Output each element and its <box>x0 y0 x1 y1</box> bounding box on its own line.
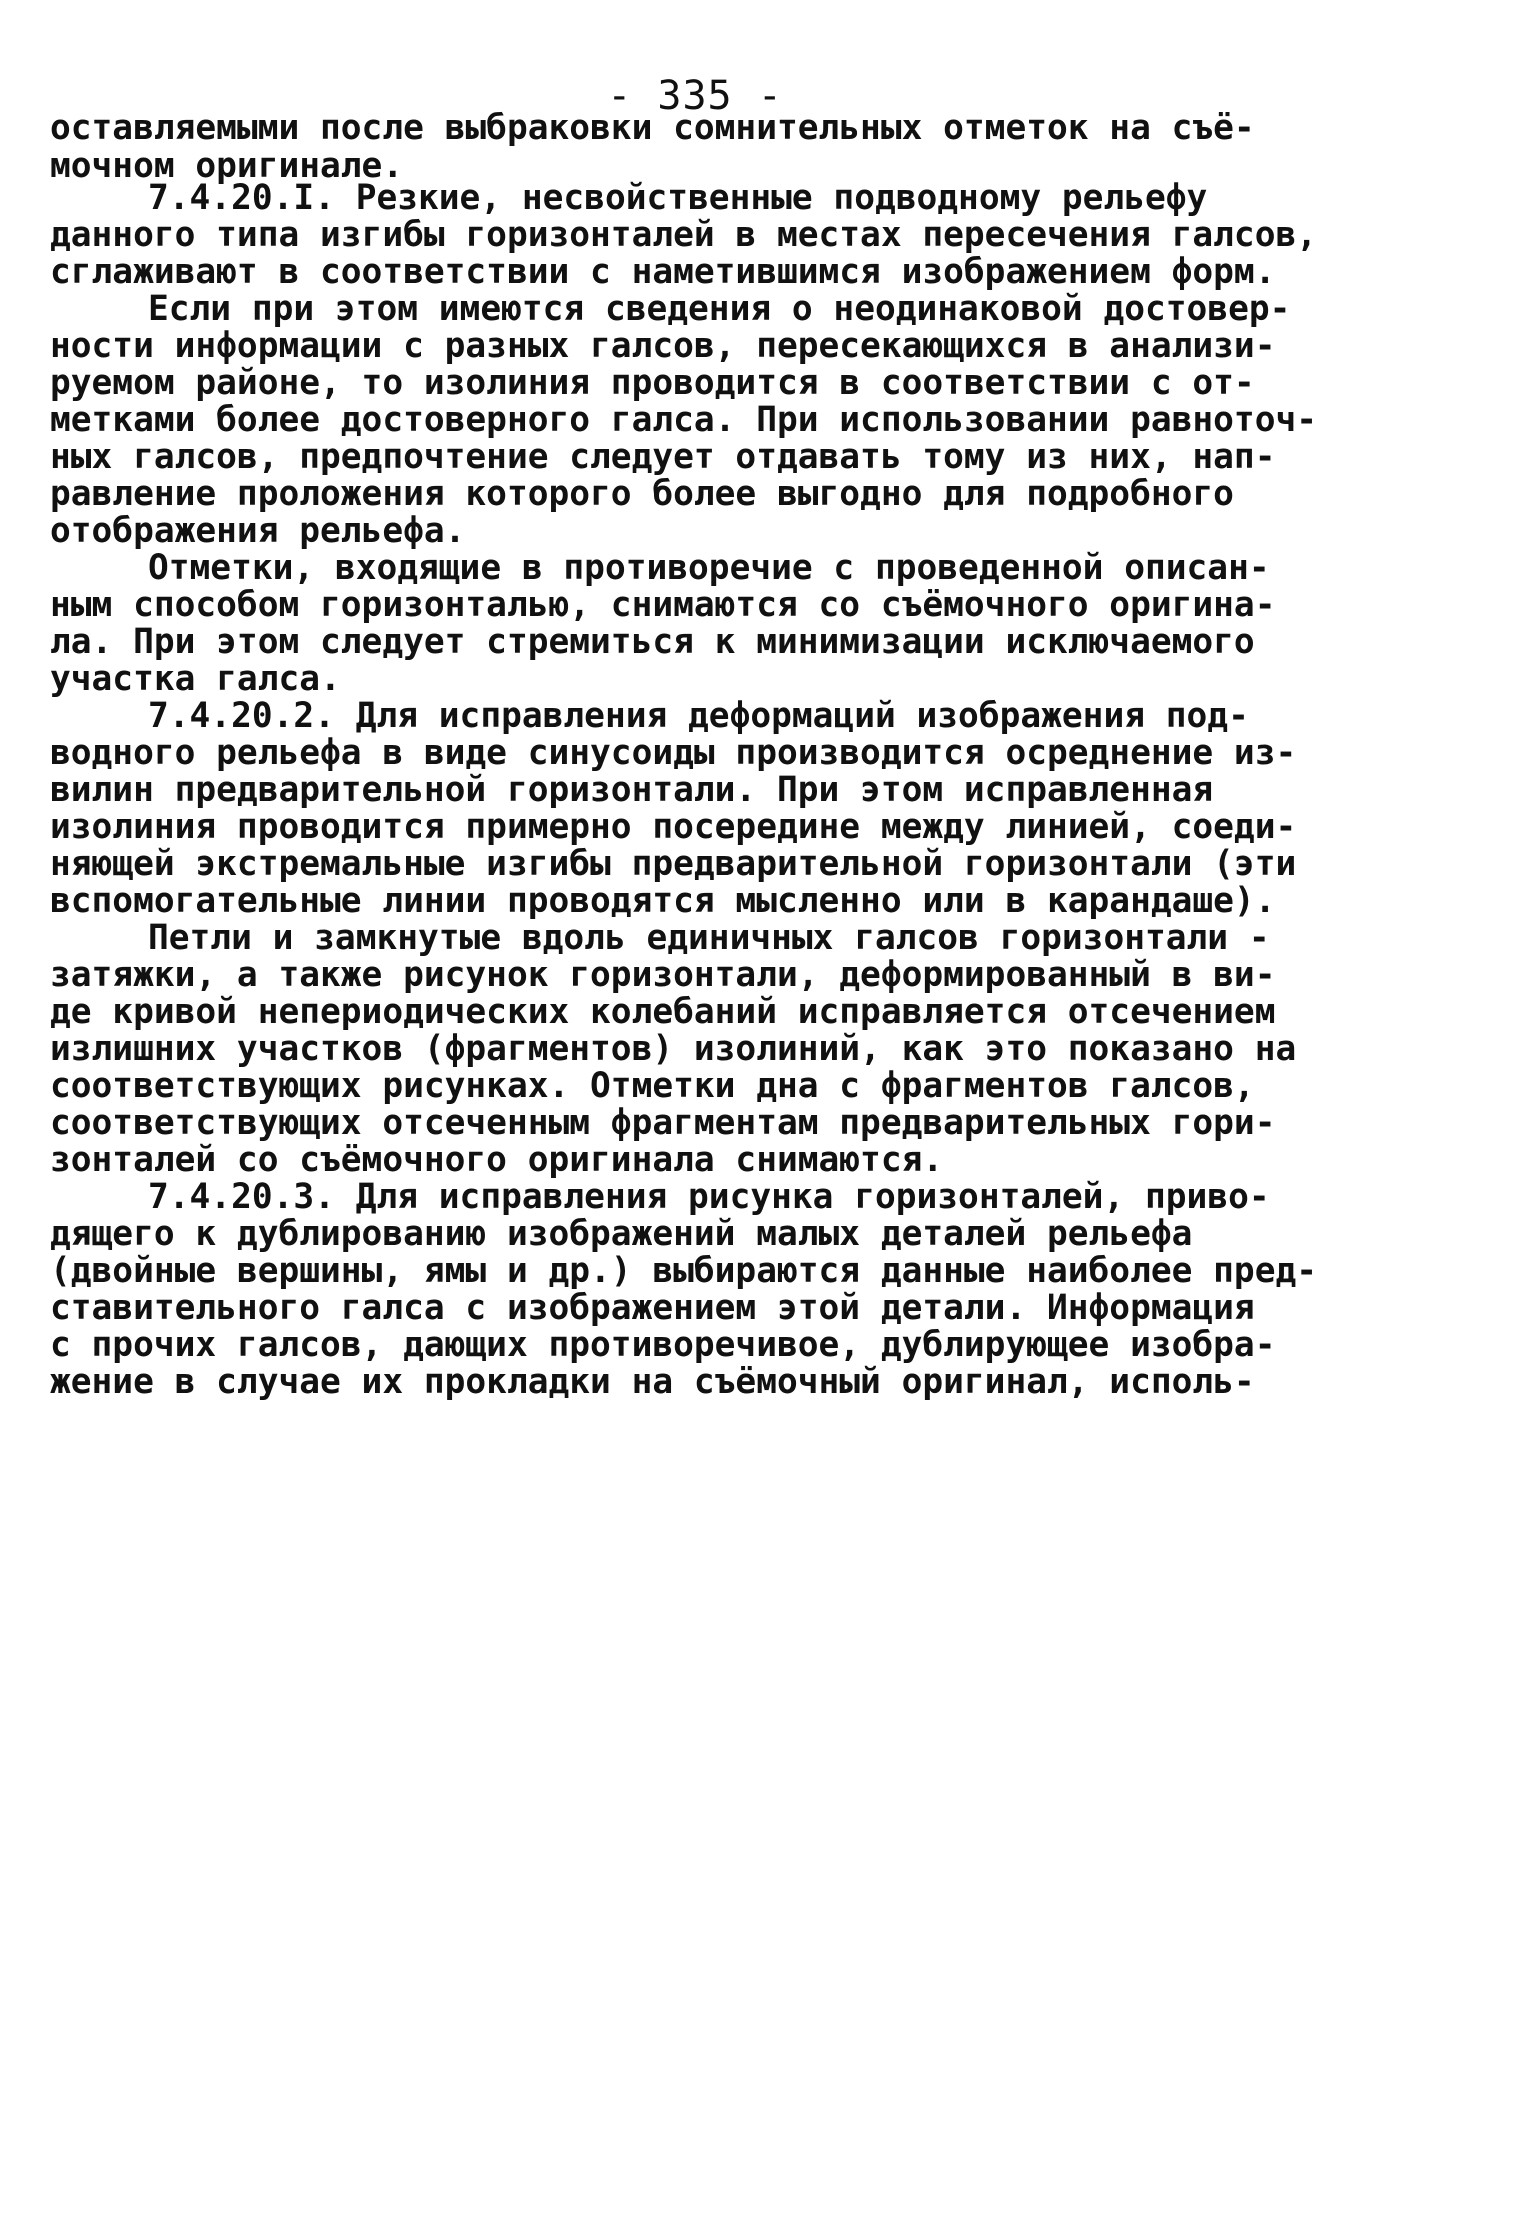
page-number: - 335 - <box>607 73 783 119</box>
text-line: изолиния проводится примерно посередине между линией, соеди- <box>50 807 1297 847</box>
text-line: руемом районе, то изолиния проводится в соответствии с от- <box>50 363 1255 403</box>
text-line: Петли и замкнутые вдоль единичных галсов горизонтали - <box>148 918 1270 958</box>
text-line: зонталей со съёмочного оригинала снимаются. <box>50 1140 944 1180</box>
text-line: ности информации с разных галсов, пересекающихся в анализи- <box>50 326 1276 366</box>
text-line: с прочих галсов, дающих противоречивое, дублирующее изобра- <box>50 1325 1276 1365</box>
text-line: вспомогательные линии проводятся мысленно или в карандаше). <box>50 881 1276 921</box>
text-line: соответствующих рисунках. Отметки дна с фрагментов галсов, <box>50 1066 1255 1106</box>
text-line: дящего к дублированию изображений малых деталей рельефа <box>50 1214 1193 1254</box>
text-line: излишних участков (фрагментов) изолиний, как это показано на <box>50 1029 1297 1069</box>
text-line: де кривой непериодических колебаний исправляется отсечением <box>50 992 1276 1032</box>
text-line: данного типа изгибы горизонталей в местах пересечения галсов, <box>50 215 1318 255</box>
text-line: ла. При этом следует стремиться к минимизации исключаемого <box>50 622 1255 662</box>
text-line: ных галсов, предпочтение следует отдавать тому из них, нап- <box>50 437 1276 477</box>
text-line: мочном оригинале. <box>50 146 404 186</box>
text-line: ным способом горизонталью, снимаются со съёмочного оригина- <box>50 585 1276 625</box>
text-line: равление проложения которого более выгодно для подробного <box>50 474 1234 514</box>
text-line: соответствующих отсеченным фрагментам предварительных гори- <box>50 1103 1276 1143</box>
text-line: 7.4.20.3. Для исправления рисунка горизонталей, приво- <box>148 1177 1270 1217</box>
text-line: 7.4.20.2. Для исправления деформаций изображения под- <box>148 696 1249 736</box>
text-line: ставительного галса с изображением этой детали. Информация <box>50 1288 1255 1328</box>
text-line: Отметки, входящие в противоречие с проведенной описан- <box>148 548 1270 588</box>
text-line: метками более достоверного галса. При использовании равноточ- <box>50 400 1318 440</box>
text-line: оставляемыми после выбраковки сомнительных отметок на съё- <box>50 108 1255 148</box>
text-line: водного рельефа в виде синусоиды производится осреднение из- <box>50 733 1297 773</box>
text-line: жение в случае их прокладки на съёмочный оригинал, исполь- <box>50 1362 1255 1402</box>
text-line: (двойные вершины, ямы и др.) выбираются данные наиболее пред- <box>50 1251 1318 1291</box>
text-line: участка галса. <box>50 659 341 699</box>
text-line: Если при этом имеются сведения о неодинаковой достовер- <box>148 289 1291 329</box>
text-line: вилин предварительной горизонтали. При этом исправленная <box>50 770 1214 810</box>
text-line: затяжки, а также рисунок горизонтали, деформированный в ви- <box>50 955 1276 995</box>
text-line: 7.4.20.I. Резкие, несвойственные подводному рельефу <box>148 178 1208 218</box>
text-line: няющей экстремальные изгибы предварительной горизонтали (эти <box>50 844 1297 884</box>
text-line: отображения рельефа. <box>50 511 466 551</box>
text-line: сглаживают в соответствии с наметившимся изображением форм. <box>50 252 1276 292</box>
